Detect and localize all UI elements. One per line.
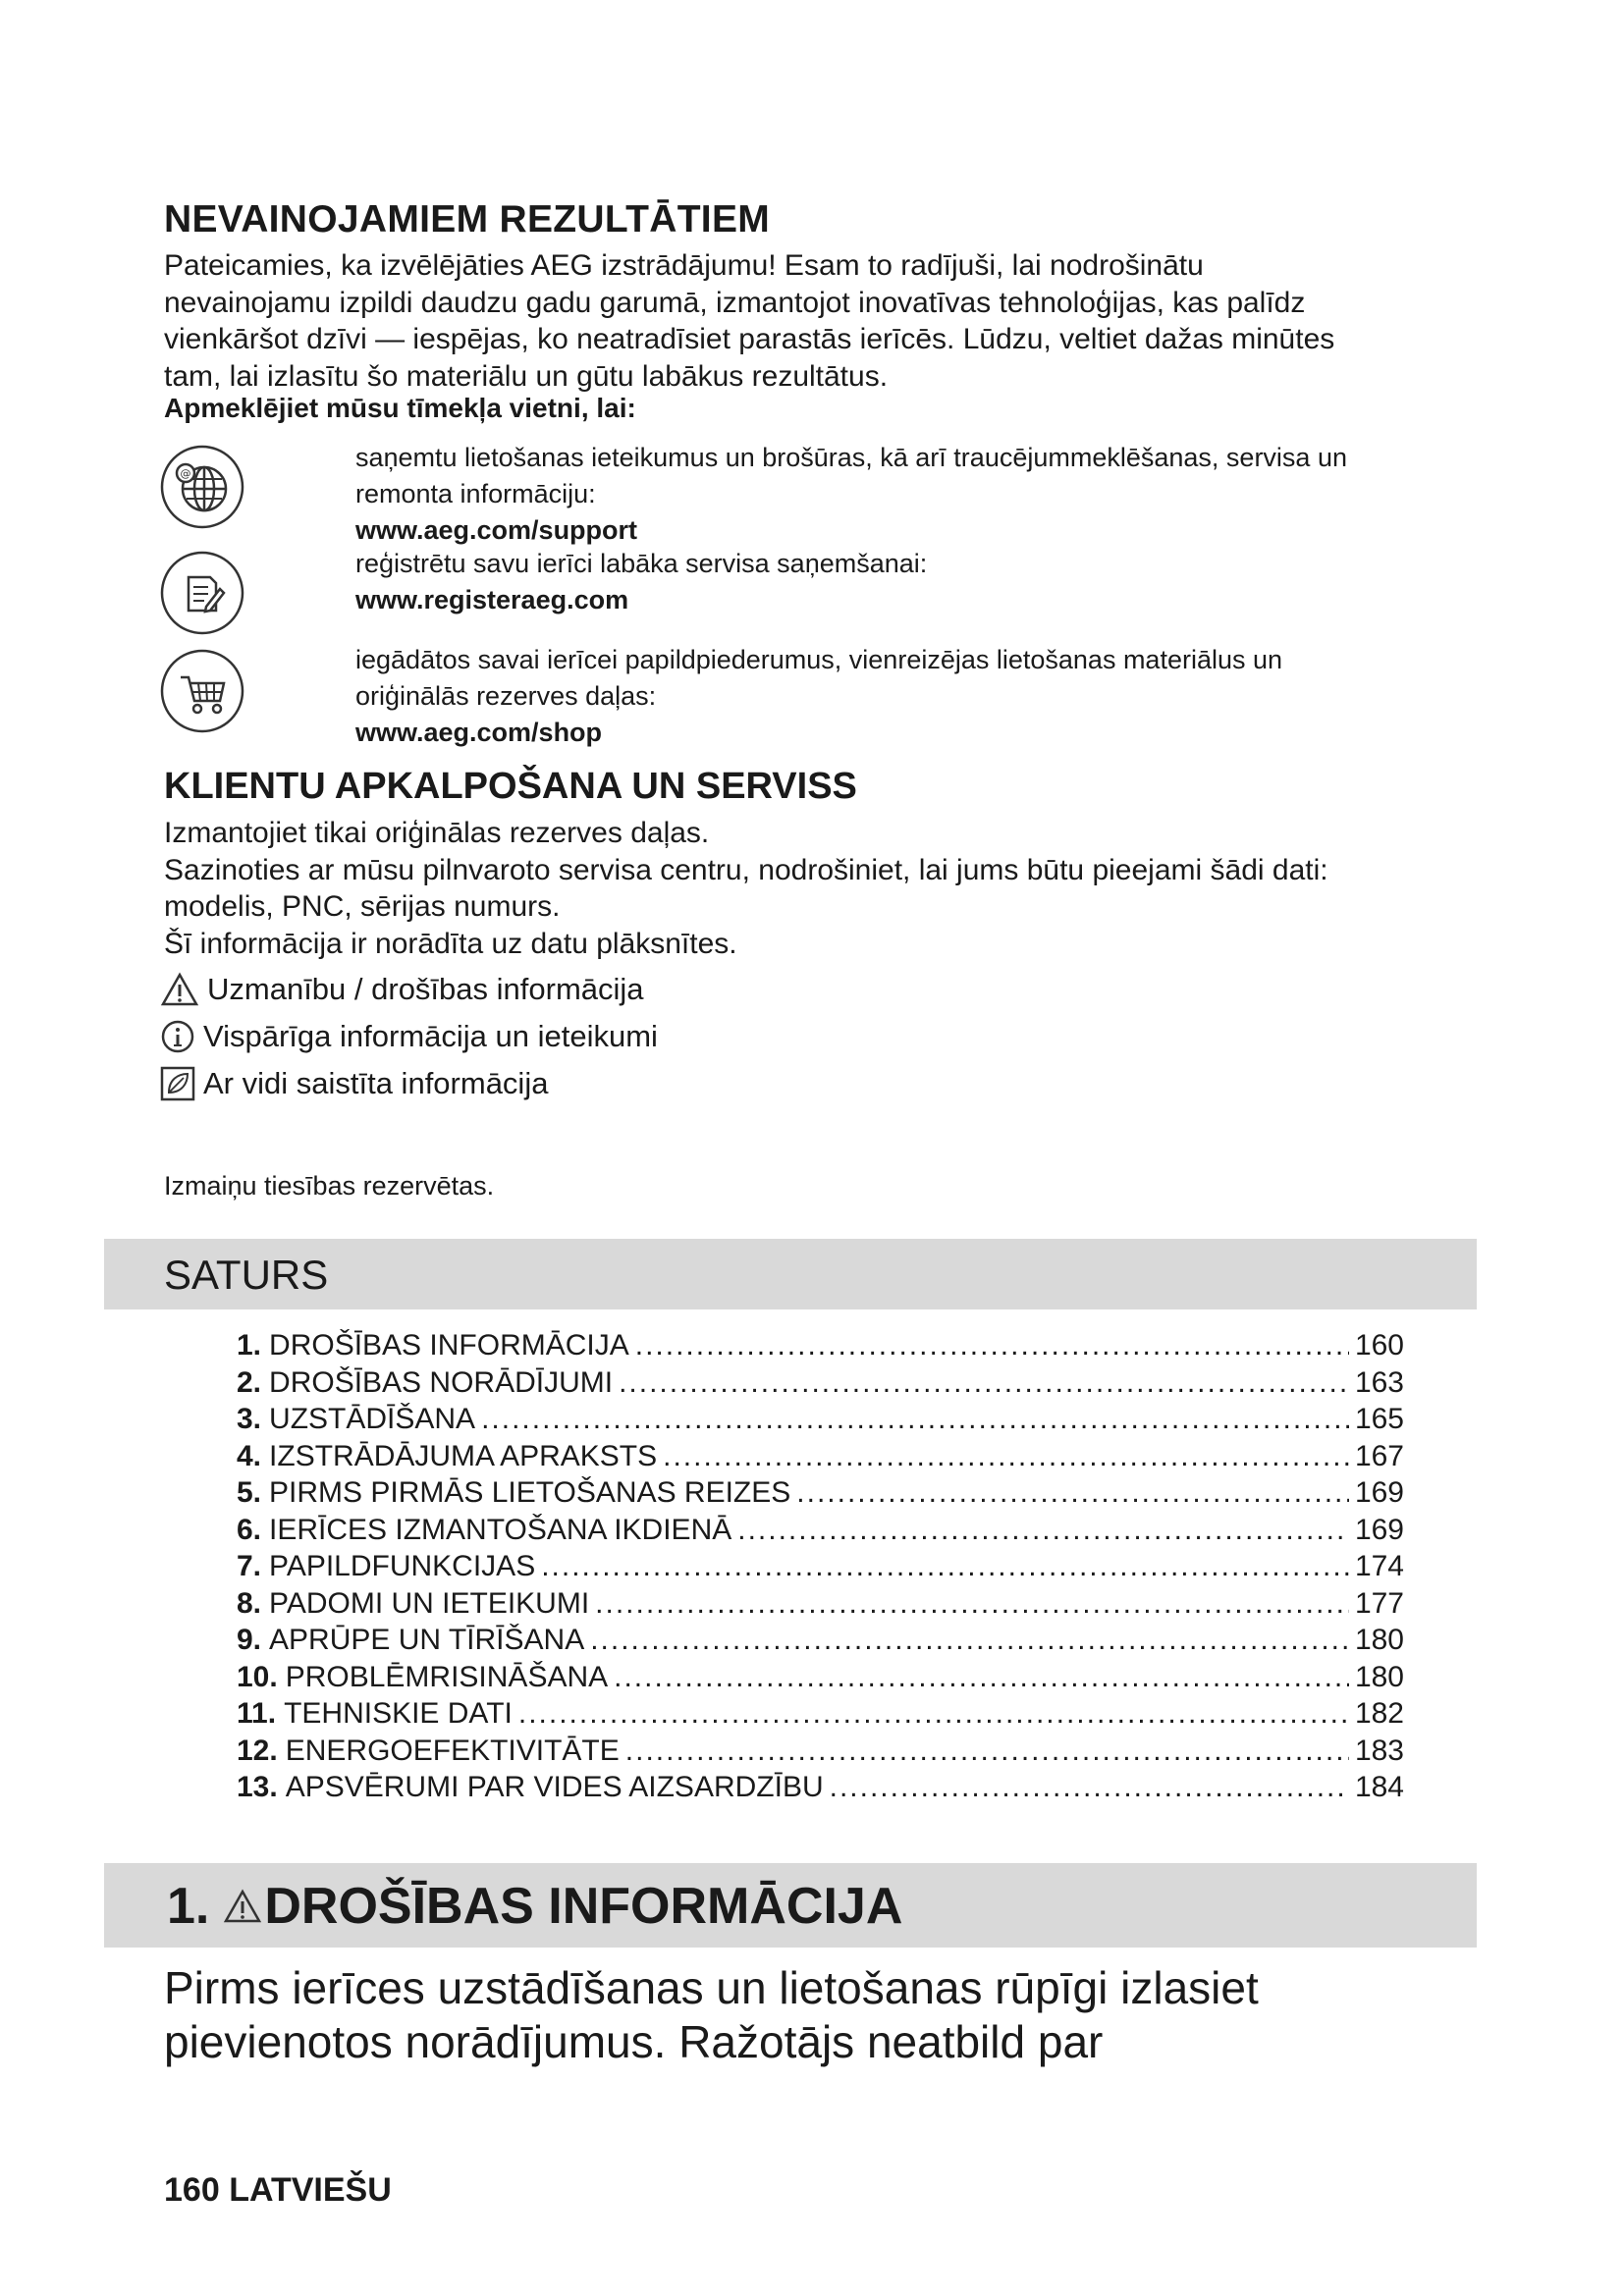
legend-environment-label: Ar vidi saistīta informācija xyxy=(203,1066,549,1100)
toc-item[interactable] xyxy=(237,1661,1404,1698)
toc-item-label: PAPILDFUNKCIJAS xyxy=(269,1550,536,1582)
page-number: 160 xyxy=(164,2171,220,2209)
toc-item[interactable] xyxy=(237,1329,1404,1366)
toc-item-number: 12. xyxy=(237,1734,278,1767)
toc-item-number: 10. xyxy=(237,1660,278,1693)
support-url-link[interactable]: www.aeg.com/support xyxy=(355,515,638,545)
toc-item[interactable] xyxy=(237,1476,1404,1514)
shop-text-line: oriģinālās rezerves daļas: xyxy=(355,681,657,711)
toc-item-page: 174 xyxy=(1354,1550,1404,1582)
support-link-block xyxy=(355,440,1475,549)
toc-item[interactable] xyxy=(237,1440,1404,1477)
service-line: Sazinoties ar mūsu pilnvaroto servisa centru, nodrošiniet, lai jums būtu pieejami šādi dati: xyxy=(164,853,1328,886)
service-line: Šī informācija ir norādīta uz datu plāksnītes. xyxy=(164,927,737,960)
safety-header-bar xyxy=(104,1863,1477,1948)
legend-warning-label: Uzmanību / drošības informācija xyxy=(207,972,644,1006)
globe-icon xyxy=(159,444,245,530)
warning-icon xyxy=(223,1889,262,1924)
support-text-line: saņemtu lietošanas ieteikumus un brošūras, kā arī traucējummeklēšanas, servisa un xyxy=(355,443,1347,472)
toc-item-number: 2. xyxy=(237,1365,262,1399)
toc-item-label: TEHNISKIE DATI xyxy=(284,1697,513,1730)
legend-info xyxy=(160,1017,658,1056)
toc-item-label: UZSTĀDĪŠANA xyxy=(269,1403,476,1435)
toc-item-label: PROBLĒMRISINĀŠANA xyxy=(285,1660,609,1693)
toc-item[interactable] xyxy=(237,1403,1404,1440)
toc-item-label: PADOMI UN IETEIKUMI xyxy=(269,1586,590,1620)
warning-icon xyxy=(160,972,199,1007)
toc-item-number: 11. xyxy=(237,1697,277,1730)
toc-item-label: IZSTRĀDĀJUMA APRAKSTS xyxy=(269,1439,658,1472)
page-footer xyxy=(164,2171,392,2210)
cart-icon xyxy=(159,648,245,734)
toc-item[interactable] xyxy=(237,1366,1404,1404)
toc-item-page: 169 xyxy=(1354,1476,1404,1509)
shop-url-link[interactable]: www.aeg.com/shop xyxy=(355,718,603,747)
register-link-block xyxy=(355,546,1475,618)
legend-environment xyxy=(160,1064,548,1103)
toc-item-page: 167 xyxy=(1354,1439,1404,1472)
toc-item-label: PIRMS PIRMĀS LIETOŠANAS REIZES xyxy=(269,1476,791,1509)
toc-item-label: IERĪCES IZMANTOŠANA IKDIENĀ xyxy=(269,1513,732,1546)
toc-item-number: 13. xyxy=(237,1771,278,1803)
safety-number: 1. xyxy=(167,1878,210,1935)
toc-item-page: 160 xyxy=(1354,1329,1404,1362)
intro-line: tam, lai izlasītu šo materiālu un gūtu labākus rezultātus. xyxy=(164,359,889,393)
toc-item-page: 169 xyxy=(1354,1513,1404,1546)
intro-line: vienkāršot dzīvi — iespējas, ko neatradīsiet parastās ierīcēs. Lūdzu, veltiet dažas minūtes xyxy=(164,323,1335,355)
service-paragraph xyxy=(164,815,1480,962)
intro-line: Pateicamies, ka izvēlējāties AEG izstrādājumu! Esam to radījuši, lai nodrošinātu xyxy=(164,249,1204,282)
toc-item[interactable] xyxy=(237,1550,1404,1587)
support-text-line: remonta informāciju: xyxy=(355,479,596,508)
toc-item[interactable] xyxy=(237,1624,1404,1661)
section-title-customer-service: KLIENTU APKALPOŠANA UN SERVISS xyxy=(164,766,857,807)
register-icon xyxy=(159,550,245,636)
contents-title: SATURS xyxy=(164,1252,329,1298)
legend-info-label: Vispārīga informācija un ieteikumi xyxy=(203,1019,658,1053)
intro-paragraph xyxy=(164,247,1470,395)
contents-header-bar xyxy=(104,1239,1477,1309)
svg-text:@: @ xyxy=(180,467,191,480)
shop-text-line: iegādātos savai ierīcei papildpiederumus, vienreizējas lietošanas materiālus un xyxy=(355,645,1283,674)
toc-item-number: 6. xyxy=(237,1513,262,1546)
toc-item-number: 1. xyxy=(237,1329,262,1362)
safety-title-text: DROŠĪBAS INFORMĀCIJA xyxy=(264,1878,903,1935)
toc-item[interactable] xyxy=(237,1735,1404,1772)
safety-title xyxy=(167,1877,902,1936)
toc-item-page: 165 xyxy=(1354,1403,1404,1435)
toc-item-page: 184 xyxy=(1354,1771,1404,1803)
toc-item-page: 163 xyxy=(1354,1365,1404,1399)
toc-item-number: 5. xyxy=(237,1476,262,1509)
legend-warning xyxy=(160,970,644,1009)
toc-item-page: 180 xyxy=(1354,1624,1404,1656)
service-line: Izmantojiet tikai oriģinālas rezerves daļas. xyxy=(164,817,710,849)
toc-item-number: 8. xyxy=(237,1586,262,1620)
safety-intro-line: Pirms ierīces uzstādīšanas un lietošanas rūpīgi izlasiet xyxy=(164,1962,1259,2013)
toc-item-number: 9. xyxy=(237,1624,262,1656)
safety-intro-line: pievienotos norādījumus. Ražotājs neatbild par xyxy=(164,2016,1104,2067)
safety-intro xyxy=(164,1961,1480,2069)
toc-item-label: DROŠĪBAS NORĀDĪJUMI xyxy=(269,1365,614,1399)
section-title-perfect-results: NEVAINOJAMIEM REZULTĀTIEM xyxy=(164,198,771,240)
toc-item-page: 180 xyxy=(1354,1660,1404,1693)
toc-item[interactable] xyxy=(237,1587,1404,1625)
changes-reserved-note: Izmaiņu tiesības rezervētas. xyxy=(164,1171,495,1201)
toc-item-number: 3. xyxy=(237,1403,262,1435)
footer-language: LATVIEŠU xyxy=(229,2171,392,2209)
service-line: modelis, PNC, sērijas numurs. xyxy=(164,890,561,923)
toc-item-page: 182 xyxy=(1354,1697,1404,1730)
toc-item-page: 177 xyxy=(1354,1586,1404,1620)
toc-item-number: 4. xyxy=(237,1439,262,1472)
toc-item[interactable] xyxy=(237,1771,1404,1808)
toc-item[interactable] xyxy=(237,1514,1404,1551)
register-url-link[interactable]: www.registeraeg.com xyxy=(355,585,629,614)
toc-item-label: ENERGOEFEKTIVITĀTE xyxy=(285,1734,620,1767)
intro-line: nevainojamu izpildi daudzu gadu garumā, izmantojot inovatīvas tehnoloģijas, kas palīdz xyxy=(164,286,1306,319)
toc-item-page: 183 xyxy=(1354,1734,1404,1767)
toc-item-number: 7. xyxy=(237,1550,262,1582)
toc-item-label: APSVĒRUMI PAR VIDES AIZSARDZĪBU xyxy=(285,1771,824,1803)
info-icon xyxy=(160,1019,195,1054)
shop-link-block xyxy=(355,642,1475,751)
toc-item-label: DROŠĪBAS INFORMĀCIJA xyxy=(269,1329,629,1362)
register-text-line: reģistrētu savu ierīci labāka servisa saņemšanai: xyxy=(355,549,928,578)
visit-website-label: Apmeklējiet mūsu tīmekļa vietni, lai: xyxy=(164,393,636,423)
table-of-contents xyxy=(237,1329,1404,1808)
toc-item-label: APRŪPE UN TĪRĪŠANA xyxy=(269,1624,585,1656)
leaf-icon xyxy=(160,1066,195,1101)
toc-item[interactable] xyxy=(237,1697,1404,1735)
